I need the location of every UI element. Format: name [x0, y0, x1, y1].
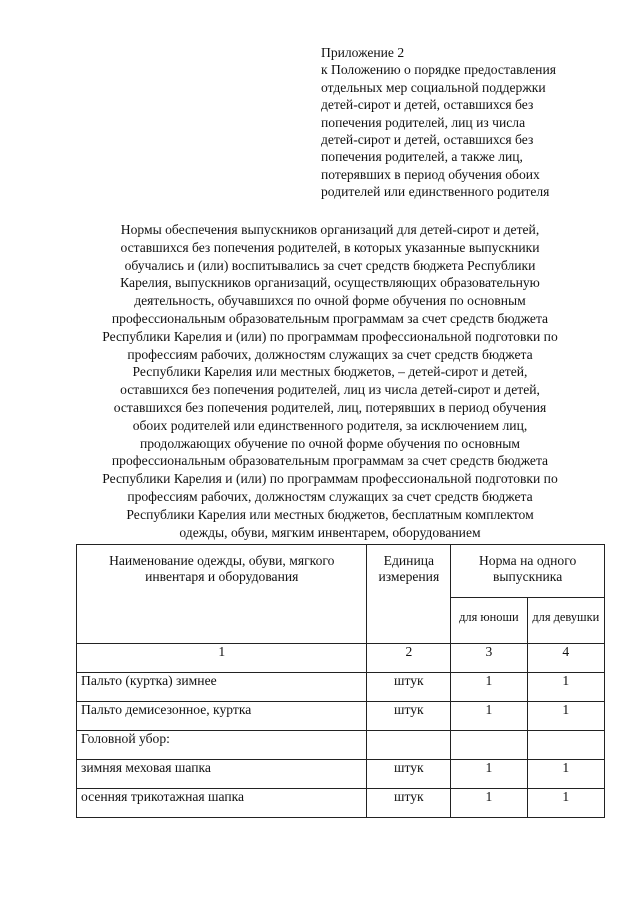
table-row — [77, 702, 605, 731]
title-line: Республики Карелия и (или) по программам профессиональной подготовки по — [102, 328, 558, 344]
header-girls: для девушки — [527, 598, 604, 644]
item-boys-qty: 1 — [451, 673, 527, 702]
item-girls-qty: 1 — [527, 702, 604, 731]
column-number: 3 — [451, 644, 527, 673]
table-row — [77, 760, 605, 789]
table-row — [77, 731, 605, 760]
title-line: Нормы обеспечения выпускников организаций для детей-сирот и детей, — [120, 222, 540, 237]
appendix-line: попечения родителей, лиц из числа — [321, 114, 526, 130]
appendix-line: отдельных мер социальной поддержки — [321, 79, 546, 95]
appendix-line: детей-сирот и детей, оставшихся без — [321, 97, 534, 113]
appendix-line: детей-сирот и детей, оставшихся без — [321, 132, 534, 148]
column-number-row — [77, 644, 605, 673]
item-girls-qty: 1 — [527, 673, 604, 702]
title-line: обоих родителей или единственного родителя, за исключением лиц, — [132, 417, 528, 433]
appendix-line: попечения родителей, а также лиц, — [321, 149, 523, 165]
item-name: Пальто демисезонное, куртка — [77, 702, 367, 731]
title-line: оставшихся без попечения родителей, лиц из числа детей-сирот и детей, — [120, 382, 540, 398]
appendix-line: родителей или единственного родителя — [321, 184, 550, 200]
title-line: Республики Карелия и (или) по программам профессиональной подготовки по — [102, 471, 558, 487]
title-line: профессиональным образовательным программам за счет средств бюджета — [111, 310, 549, 326]
item-boys-qty: 1 — [451, 702, 527, 731]
table-row — [77, 673, 605, 702]
header-item-name: Наименование одежды, обуви, мягкого инвентаря и оборудования — [77, 545, 367, 644]
header-unit: Единица измерения — [367, 545, 451, 644]
item-boys-qty — [451, 731, 527, 760]
item-unit: штук — [367, 760, 451, 789]
table-row — [77, 789, 605, 818]
title-line: Республики Карелия или местных бюджетов, бесплатным комплектом — [126, 506, 534, 522]
header-boys: для юноши — [451, 598, 527, 644]
column-number: 1 — [77, 644, 367, 673]
norms-table — [76, 544, 605, 818]
table-header-row — [77, 545, 605, 598]
appendix-line: к Положению о порядке предоставления — [321, 62, 556, 78]
title-line: Республики Карелия или местных бюджетов, – детей-сирот и детей, — [132, 364, 528, 380]
title-line: одежды, обуви, мягким инвентарем, оборудованием — [179, 524, 481, 540]
item-name: зимняя меховая шапка — [77, 760, 367, 789]
item-name: осенняя трикотажная шапка — [77, 789, 367, 818]
title-line: профессиям рабочих, должностям служащих за счет средств бюджета — [127, 346, 533, 362]
title-line: профессиям рабочих, должностям служащих за счет средств бюджета — [127, 488, 533, 504]
item-unit: штук — [367, 702, 451, 731]
header-norm: Норма на одного выпускника — [451, 545, 605, 598]
item-girls-qty — [527, 731, 604, 760]
item-unit: штук — [367, 789, 451, 818]
title-line: профессиональным образовательным программам за счет средств бюджета — [111, 453, 549, 469]
title-line: обучались и (или) воспитывались за счет средств бюджета Республики — [124, 257, 536, 273]
title-line: Карелия, выпускников организаций, осуществляющих образовательную — [120, 275, 540, 291]
item-girls-qty: 1 — [527, 760, 604, 789]
title-line: продолжающих обучение по очной форме обучения по основным — [139, 435, 521, 451]
item-name: Головной убор: — [77, 731, 367, 760]
item-girls-qty: 1 — [527, 789, 604, 818]
item-name: Пальто (куртка) зимнее — [77, 673, 367, 702]
title-line: оставшихся без попечения родителей, в которых указанные выпускники — [120, 239, 540, 255]
item-boys-qty: 1 — [451, 760, 527, 789]
appendix-caption — [321, 44, 621, 201]
document-title — [64, 221, 596, 541]
column-number: 2 — [367, 644, 451, 673]
item-boys-qty: 1 — [451, 789, 527, 818]
title-line: оставшихся без попечения родителей, лиц, потерявших в период обучения — [113, 399, 547, 415]
item-unit — [367, 731, 451, 760]
appendix-line: потерявших в период обучения обоих — [321, 166, 540, 182]
column-number: 4 — [527, 644, 604, 673]
title-line: деятельность, обучавшихся по очной форме обучения по основным — [134, 293, 526, 309]
item-unit: штук — [367, 673, 451, 702]
appendix-line: Приложение 2 — [321, 45, 405, 60]
